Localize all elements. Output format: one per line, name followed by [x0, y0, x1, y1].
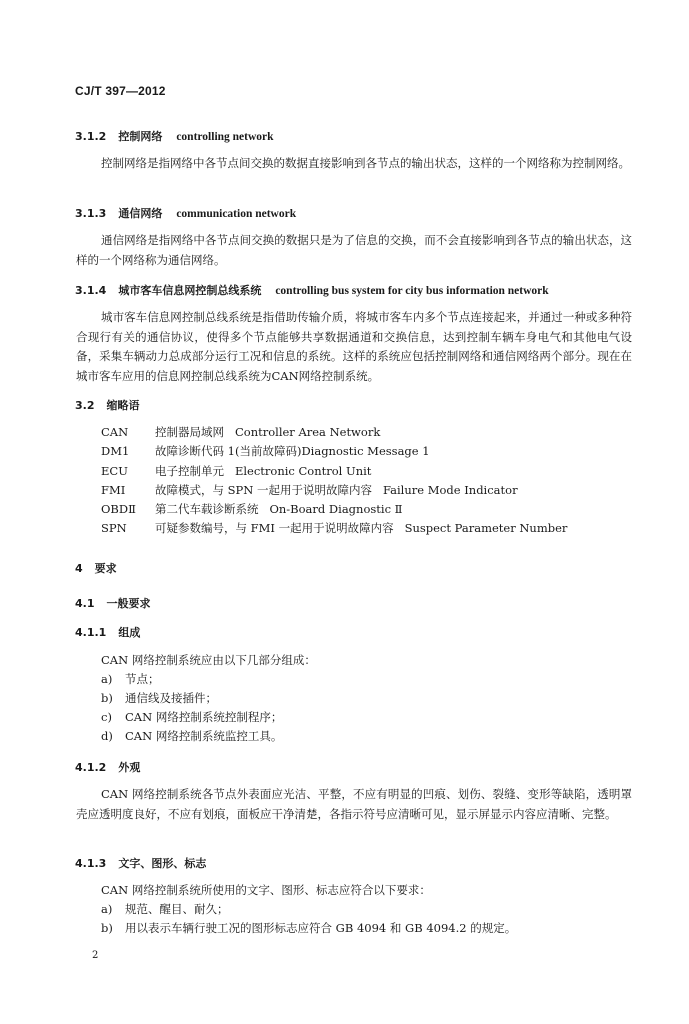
section-title: 控制网络	[118, 130, 163, 143]
abbreviation-code: CAN	[101, 425, 129, 439]
section-heading-4-1-3	[75, 855, 206, 871]
abbreviation-description: 可疑参数编号，与 FMI 一起用于说明故障内容 Suspect Parameter Number	[155, 521, 568, 536]
abbreviation-code: SPN	[101, 521, 127, 536]
section-number: 4.1.2	[75, 761, 107, 774]
section-title: 组成	[118, 626, 141, 639]
standard-code-header: CJ/T 397—2012	[75, 84, 166, 98]
abbreviation-description: 第二代车载诊断系统 On-Board Diagnostic Ⅱ	[155, 502, 403, 517]
section-heading-3-1-3	[75, 205, 296, 221]
list-item	[101, 901, 229, 917]
abbreviation-description: 控制器局域网 Controller Area Network	[155, 425, 381, 439]
section-number: 3.1.2	[75, 130, 107, 143]
abbreviation-description: 故障诊断代码 1(当前故障码)Diagnostic Message 1	[155, 444, 430, 459]
paragraph-3-1-3	[76, 231, 632, 270]
list-item	[101, 920, 516, 936]
abbreviation-list	[101, 423, 567, 539]
section-title-en: controlling bus system for city bus information network	[275, 285, 549, 297]
abbreviation-row	[101, 442, 567, 461]
list-item-text: 用以表示车辆行驶工况的图形标志应符合 GB 4094 和 GB 4094.2 的规定。	[125, 921, 517, 935]
paragraph-4-1-2	[76, 785, 632, 824]
list-item-label: b)	[101, 691, 113, 705]
section-title: 文字、图形、标志	[118, 857, 207, 870]
list-item	[101, 728, 282, 744]
section-title: 要求	[94, 562, 117, 575]
abbreviation-code: OBDⅡ	[101, 502, 136, 517]
list-item-text: 节点；	[125, 672, 160, 686]
list-item-text: 通信线及接插件；	[125, 691, 217, 705]
section-number: 3.1.4	[75, 284, 107, 297]
abbreviation-code: DM1	[101, 444, 130, 459]
section-title-en: controlling network	[176, 131, 274, 143]
paragraph-3-1-2	[76, 154, 632, 174]
paragraph-text: CAN 网络控制系统各节点外表面应光洁、平整，不应有明显的凹痕、划伤、裂缝、变形等缺陷，透明罩壳应透明度良好，不应有划痕，面板应干净清楚，各指示符号应清晰可见，显示屏显示内容应清晰、完整。	[76, 787, 632, 821]
abbreviation-row	[101, 481, 567, 500]
abbreviation-description: 电子控制单元 Electronic Control Unit	[155, 463, 372, 478]
list-item-text: 规范、醒目、耐久；	[125, 902, 229, 916]
section-title: 城市客车信息网控制总线系统	[118, 284, 262, 297]
abbreviation-row	[101, 500, 567, 519]
section-title-en: communication network	[176, 208, 297, 220]
abbreviation-row	[101, 423, 567, 442]
section-heading-4-1-1	[75, 624, 140, 640]
section-heading-3-1-4	[75, 282, 549, 298]
section-heading-4	[75, 560, 117, 576]
section-number: 3.2	[75, 399, 95, 412]
abbreviation-row	[101, 519, 567, 538]
list-item-label: b)	[101, 921, 113, 935]
section-title: 一般要求	[106, 597, 151, 610]
abbreviation-row	[101, 462, 567, 481]
section-title: 外观	[118, 761, 141, 774]
section-heading-3-1-2	[75, 128, 274, 144]
section-number: 3.1.3	[75, 207, 107, 220]
paragraph-text: 城市客车信息网控制总线系统是指借助传输介质，将城市客车内多个节点连接起来，并通过一种或多种符合现行有关的通信协议，使得多个节点能够共享数据通道和交换信息，达到控制车辆车身电气和其他电气设备，采集车辆动力总成部分运行工况和信息的系统。这样的系统应包括控制网络和通信网络两个部分。现在在城市客车应用的信息网控制总线系统为CAN网络控制系统。	[76, 310, 632, 383]
section-number: 4.1	[75, 597, 95, 610]
list-intro: CAN 网络控制系统所使用的文字、图形、标志应符合以下要求：	[101, 883, 431, 897]
section-title: 通信网络	[118, 207, 163, 220]
section-heading-3-2	[75, 397, 140, 413]
list-item-text: CAN 网络控制系统监控工具。	[125, 729, 283, 743]
list-item	[101, 690, 217, 706]
list-intro: CAN 网络控制系统应由以下几部分组成：	[101, 653, 316, 667]
paragraph-3-1-4	[76, 308, 632, 386]
section-number: 4.1.1	[75, 626, 107, 639]
list-item-text: CAN 网络控制系统控制程序；	[125, 710, 283, 724]
abbreviation-code: FMI	[101, 482, 126, 497]
list-item-label: d)	[101, 729, 113, 743]
list-item-label: a)	[101, 672, 113, 686]
list-item-label: c)	[101, 710, 112, 724]
page-number: 2	[92, 950, 99, 961]
section-number: 4	[75, 562, 83, 575]
list-item-label: a)	[101, 902, 113, 916]
abbreviation-code: ECU	[101, 463, 128, 478]
abbreviation-description: 故障模式，与 SPN 一起用于说明故障内容 Failure Mode Indicator	[155, 482, 518, 497]
section-heading-4-1-2	[75, 759, 140, 775]
section-heading-4-1	[75, 595, 151, 611]
paragraph-text: 通信网络是指网络中各节点间交换的数据只是为了信息的交换，而不会直接影响到各节点的输出状态，这样的一个网络称为通信网络。	[76, 233, 632, 267]
paragraph-text: 控制网络是指网络中各节点间交换的数据直接影响到各节点的输出状态，这样的一个网络称为控制网络。	[101, 156, 630, 170]
section-number: 4.1.3	[75, 857, 107, 870]
list-item	[101, 709, 282, 725]
list-item	[101, 671, 160, 687]
section-title: 缩略语	[106, 399, 140, 412]
